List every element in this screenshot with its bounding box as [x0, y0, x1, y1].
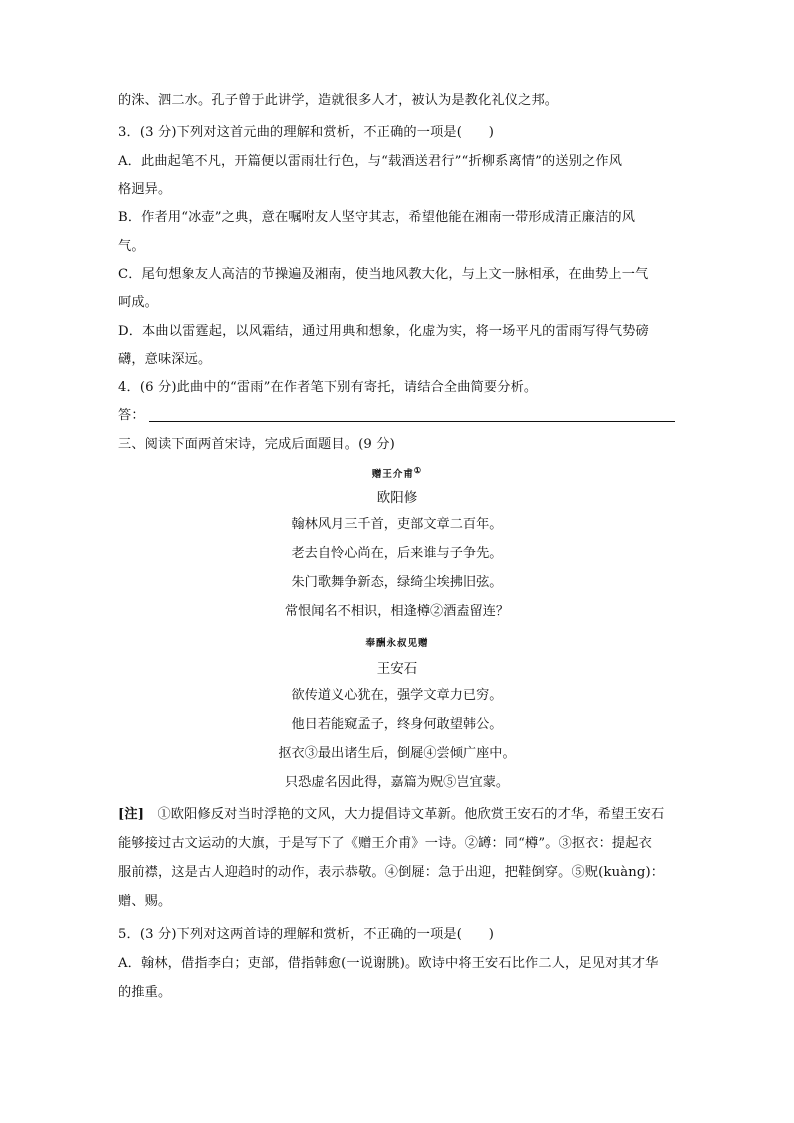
poem1-line: 常恨闻名不相识，相逢樽②酒盍留连？: [284, 604, 510, 619]
option-3d-line2: 礴，意味深远。: [118, 352, 212, 367]
poem2-author: 王安石: [376, 661, 418, 677]
option-5a-line1: A．翰林，借指李白；吏部，借指韩愈(一说谢朓)。欧诗中将王安石比作二人，足见对其才华: [118, 956, 659, 971]
note-line-2: 能够接过古文运动的大旗，于是写下了《赠王介甫》一诗。②罇：同“樽”。③抠衣：提起衣: [118, 836, 652, 851]
poem1-title-note: ①: [413, 465, 423, 475]
note-text: ①欧阳修反对当时浮艳的文风，大力提倡诗文革新。他欣赏王安石的才华，希望王安石: [157, 807, 665, 822]
poem1-line: 老去自怜心尚在，后来谁与子争先。: [291, 546, 503, 561]
answer-label: 答：: [118, 408, 145, 423]
poem2-line: 抠衣③最出诸生后，倒屣④尝倾广座中。: [278, 746, 516, 761]
poem2-line: 只恐虚名因此得，嘉篇为贶⑤岂宜蒙。: [284, 775, 510, 790]
answer-blank[interactable]: [149, 407, 675, 422]
question-5-stem: 5．(3 分)下列对这两首诗的理解和赏析，不正确的一项是( ): [118, 927, 495, 942]
note-line-3: 服前襟，这是古人迎趋时的动作，表示恭敬。④倒屣：急于出迎，把鞋倒穿。⑤贶(kuàng)：: [118, 865, 665, 880]
poem1-title: [0, 466, 794, 484]
answer-line: [118, 407, 675, 425]
poem1-line: 朱门歌舞争新态，绿绮尘埃拂旧弦。: [291, 575, 503, 590]
poem1-author: 欧阳修: [376, 490, 418, 506]
option-3c-line1: C．尾句想象友人高洁的节操遍及湘南，使当地风教大化，与上文一脉相承，在曲势上一气: [118, 267, 649, 282]
option-5a-line2: 的推重。: [118, 985, 172, 1000]
option-3b-line1: B．作者用“冰壶”之典，意在嘱咐友人坚守其志，希望他能在湘南一带形成清正廉洁的风: [118, 210, 636, 225]
question-4-stem: 4．(6 分)此曲中的“雷雨”在作者笔下别有寄托，请结合全曲简要分析。: [118, 380, 538, 395]
note-line-1: [118, 806, 664, 824]
question-3-stem: 3．(3 分)下列对这首元曲的理解和赏析，不正确的一项是( ): [118, 125, 495, 140]
poem1-title-text: 赠王介甫: [371, 469, 414, 480]
section-3-heading: 三、阅读下面两首宋诗，完成后面题目。(9 分): [118, 437, 395, 452]
note-tag: [注]: [118, 807, 145, 822]
poem2-line: 他日若能窥孟子，终身何敢望韩公。: [291, 717, 503, 732]
option-3a-line2: 格迥异。: [118, 182, 172, 197]
note-line-4: 赠、赐。: [118, 894, 172, 909]
option-3d-line1: D．本曲以雷霆起，以风霜结，通过用典和想象，化虚为实，将一场平凡的雷雨写得气势磅: [118, 324, 649, 339]
option-3c-line2: 呵成。: [118, 295, 159, 310]
poem1-line: 翰林风月三千首，吏部文章二百年。: [291, 517, 503, 532]
text-line: 的洙、泗二水。孔子曾于此讲学，造就很多人才，被认为是教化礼仪之邦。: [118, 93, 559, 108]
poem2-title: 奉酬永叔见赠: [365, 638, 429, 649]
poem2-line: 欲传道义心犹在，强学文章力已穷。: [291, 688, 503, 703]
option-3b-line2: 气。: [118, 239, 145, 254]
option-3a-line1: A．此曲起笔不凡，开篇便以雷雨壮行色，与“载酒送君行”“折柳系离情”的送别之作风: [118, 154, 623, 169]
